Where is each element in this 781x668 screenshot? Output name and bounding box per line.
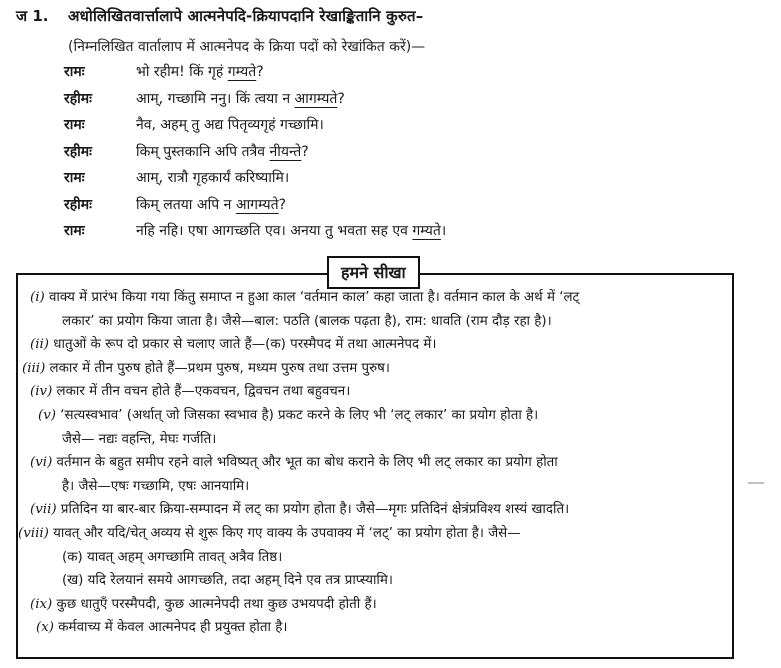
rule-line bbox=[18, 287, 734, 311]
line-text bbox=[136, 221, 446, 240]
rule-line bbox=[18, 476, 734, 500]
rule-line bbox=[18, 311, 734, 335]
rule-number: (x) bbox=[36, 620, 55, 636]
text: ? bbox=[256, 64, 264, 80]
rule-line bbox=[18, 617, 734, 641]
rule-text: ‘सत्यस्वभाव’ (अर्थात् जो जिसका स्वभाव है) प्रकट करने के लिए भी ‘लट् लकार’ का प्रयोग होता है। bbox=[56, 407, 539, 423]
speaker: रामः bbox=[64, 117, 85, 133]
underlined-verb: गम्यते bbox=[412, 223, 441, 239]
rule-text: वाक्य में प्रारंभ किया गया किंतु समाप्त न हुआ काल ‘वर्तमान काल’ कहा जाता है। वर्तमान काल के अर्थ में ‘लट् bbox=[44, 290, 580, 305]
rule-line bbox=[18, 499, 734, 523]
rule-text: धातुओं के रूप दो प्रकार से चलाए जाते हैं—(क) परस्मैपद में तथा आत्मनेपद में। bbox=[49, 337, 437, 353]
text: किम् पुस्तकानि अपि तत्रैव bbox=[136, 143, 270, 160]
rule-number: (vii) bbox=[30, 502, 57, 518]
text: ? bbox=[278, 196, 287, 213]
question-title: अधोलिखितवार्त्तालापे आत्मनेपदि-क्रियापदानि रेखाङ्कितानि कुरुत– bbox=[68, 7, 424, 25]
rule-text: जैसे— नद्यः वहन्ति, मेघः गर्जति। bbox=[62, 431, 217, 447]
question-subtitle: (निम्नलिखित वार्तालाप में आत्मनेपद के क्रिया पदों को रेखांकित करें)— bbox=[68, 39, 426, 55]
dialogue-line bbox=[64, 221, 624, 248]
question-number: ज 1. bbox=[16, 7, 49, 25]
speaker: रहीमः bbox=[64, 143, 92, 160]
dialogue-line bbox=[64, 62, 624, 89]
rule-line bbox=[18, 405, 734, 429]
rule-text: कर्मवाच्य में केवल आत्मनेपद ही प्रयुक्त होता है। bbox=[54, 620, 288, 636]
rule-number: (vi) bbox=[30, 455, 53, 471]
rule-number: (i) bbox=[30, 290, 45, 305]
text: । bbox=[440, 223, 447, 239]
text: आम्, गच्छामि ननु। किं त्वया न bbox=[136, 90, 295, 107]
line-text bbox=[136, 142, 309, 161]
text: नहि नहि। एषा आगच्छति एव। अनया तु भवता सह एव bbox=[136, 223, 413, 239]
rule-line bbox=[18, 452, 734, 476]
rule-text: वर्तमान के बहुत समीप रहने वाले भविष्यत् और भूत का बोध कराने के लिए भी लट् लकार का प्रयोग होता bbox=[52, 455, 558, 471]
text: आम्, रात्रौ गृहकार्यं करिष्यामि। bbox=[136, 170, 290, 186]
underlined-verb: गम्यते bbox=[227, 64, 257, 80]
speaker: रहीमः bbox=[64, 90, 92, 107]
line-text bbox=[136, 62, 264, 81]
text: नैव, अहम् तु अद्य पितृव्यगृहं गच्छामि। bbox=[136, 117, 324, 133]
rule-text: (ख) यदि रेलयानं समये आगच्छति, तदा अहम् दिने एव तत्र प्राप्स्यामि। bbox=[62, 573, 393, 589]
rule-number: (ii) bbox=[30, 337, 50, 353]
speaker: रामः bbox=[64, 170, 85, 186]
text: भो रहीम! किं गृहं bbox=[136, 64, 228, 80]
line-text bbox=[136, 168, 289, 187]
rule-line bbox=[18, 381, 734, 405]
rule-line bbox=[18, 547, 734, 571]
rule-line bbox=[18, 594, 734, 618]
rules-list bbox=[18, 287, 734, 641]
text: ? bbox=[301, 143, 309, 160]
dialogue-line bbox=[64, 89, 624, 116]
rule-line bbox=[18, 358, 734, 382]
rule-number: (v) bbox=[38, 407, 57, 423]
rule-text: लकार में तीन वचन होते हैं—एकवचन, द्विवचन तथा बहुवचन। bbox=[52, 384, 351, 400]
dialogue-line bbox=[64, 195, 624, 222]
speaker: रहीमः bbox=[64, 196, 92, 213]
rule-number: (iii) bbox=[22, 360, 46, 376]
dialogue-line bbox=[64, 142, 624, 169]
rule-line bbox=[18, 429, 734, 453]
text: ? bbox=[337, 90, 345, 107]
rule-text: यावत् और यदि/चेत् अव्यय से शुरू किए गए वाक्य के उपवाक्य में ‘लट्’ का प्रयोग होता है। जैसे— bbox=[48, 525, 521, 541]
dialogue bbox=[64, 62, 624, 248]
speaker: रामः bbox=[64, 64, 85, 80]
line-text bbox=[136, 115, 324, 134]
underlined-verb: नीयन्ते bbox=[269, 143, 302, 160]
rule-line bbox=[18, 570, 734, 594]
rule-line bbox=[18, 523, 734, 547]
speaker: रामः bbox=[64, 223, 85, 239]
scan-artifact bbox=[748, 482, 764, 484]
text: किम् लतया अपि न bbox=[136, 196, 236, 213]
rule-text: (क) यावत् अहम् अगच्छामि तावत् अत्रैव तिष्ठ। bbox=[62, 549, 283, 565]
underlined-verb: आगम्यते bbox=[235, 196, 279, 213]
rule-number: (ix) bbox=[30, 596, 53, 612]
line-text bbox=[136, 89, 345, 108]
dialogue-line bbox=[64, 115, 624, 142]
rule-number: (iv) bbox=[30, 384, 53, 400]
dialogue-line bbox=[64, 168, 624, 195]
rule-text: कुछ धातुएँ परस्मैपदी, कुछ आत्मनेपदी तथा कुछ उभयपदी होती हैं। bbox=[52, 596, 377, 612]
rule-text: है। जैसे—एषः गच्छामि, एषः आनयामि। bbox=[62, 478, 250, 494]
underlined-verb: आगम्यते bbox=[294, 90, 338, 107]
line-text bbox=[136, 195, 286, 214]
rule-number: (viii) bbox=[18, 525, 49, 541]
rule-text: लकार में तीन पुरुष होते हैं—प्रथम पुरुष, मध्यम पुरुष तथा उत्तम पुरुष। bbox=[45, 360, 390, 376]
rule-text: प्रतिदिन या बार-बार क्रिया-सम्पादन में लट् का प्रयोग होता है। जैसे—मृगः प्रतिदिनं क्षेत्रंप्रविश्य शस्यं खादति। bbox=[56, 502, 570, 518]
learned-box-title: हमने सीखा bbox=[327, 256, 420, 289]
learned-summary-box bbox=[16, 263, 734, 659]
rule-text: लकार’ का प्रयोग किया जाता है। जैसे—बाल: पठति (बालक पढ़ता है), राम: धावति (राम दौड़ रहा है)। bbox=[62, 313, 552, 329]
rule-line bbox=[18, 334, 734, 358]
